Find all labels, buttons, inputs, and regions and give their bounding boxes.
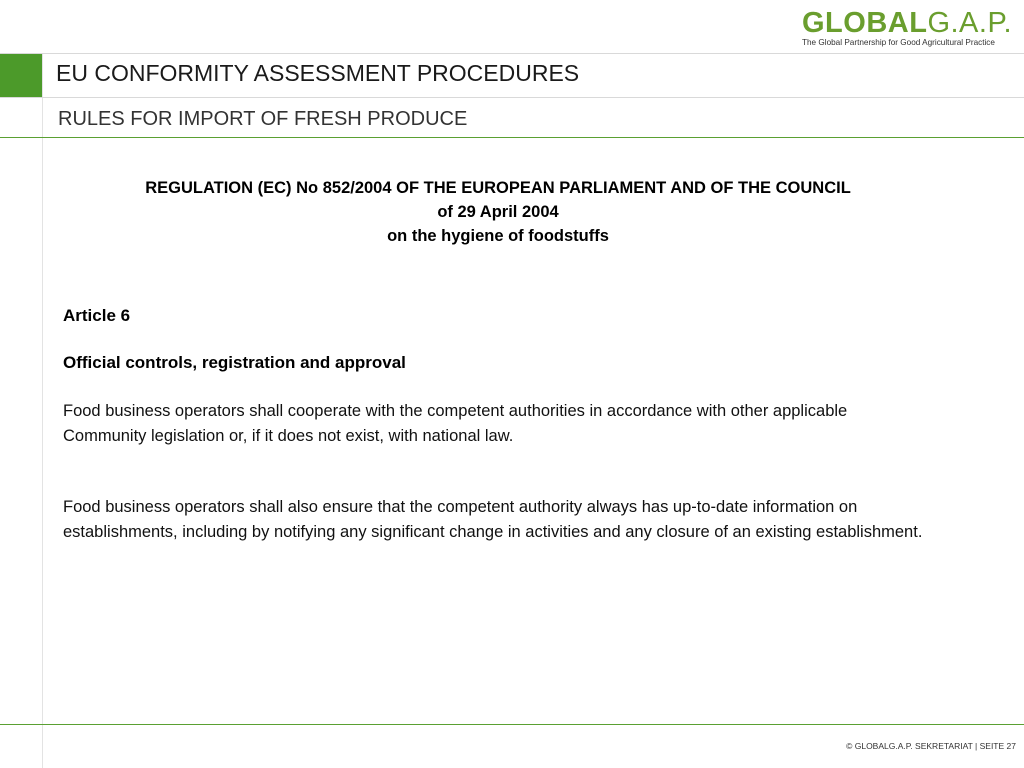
logo-tagline: The Global Partnership for Good Agricultural Practice bbox=[802, 38, 995, 47]
title-divider bbox=[0, 97, 1024, 98]
subtitle-divider bbox=[0, 137, 1024, 138]
slide-subtitle: RULES FOR IMPORT OF FRESH PRODUCE bbox=[58, 108, 468, 130]
header-top-divider bbox=[0, 53, 1024, 54]
regulation-line-3: on the hygiene of foodstuffs bbox=[387, 227, 609, 245]
globalgap-logo bbox=[802, 6, 1014, 47]
footer-text: © GLOBALG.A.P. SEKRETARIAT | SEITE 27 bbox=[846, 741, 1016, 751]
footer-divider bbox=[0, 724, 1024, 725]
logo-text-regular: G.A.P. bbox=[927, 7, 1013, 39]
article-paragraph-1: Food business operators shall cooperate with the competent authorities in accordance with other applicable Community legislation or, if it does not exist, with national law. bbox=[63, 402, 848, 445]
left-margin-divider bbox=[42, 54, 43, 768]
regulation-heading bbox=[58, 176, 938, 248]
article-number: Article 6 bbox=[63, 306, 131, 325]
logo-text-bold: GLOBAL bbox=[802, 7, 928, 39]
regulation-line-2: of 29 April 2004 bbox=[437, 203, 559, 221]
article-title: Official controls, registration and approval bbox=[63, 353, 406, 372]
slide-title: EU CONFORMITY ASSESSMENT PROCEDURES bbox=[56, 60, 580, 86]
article-paragraph-2: Food business operators shall also ensure that the competent authority always has up-to-date information on establishments, including by notifying any significant change in activities and any closure of an existing establishment. bbox=[63, 498, 923, 541]
title-accent-block bbox=[0, 54, 42, 97]
logo-wordmark bbox=[802, 6, 1014, 40]
regulation-line-1: REGULATION (EC) No 852/2004 OF THE EUROPEAN PARLIAMENT AND OF THE COUNCIL bbox=[145, 179, 851, 197]
